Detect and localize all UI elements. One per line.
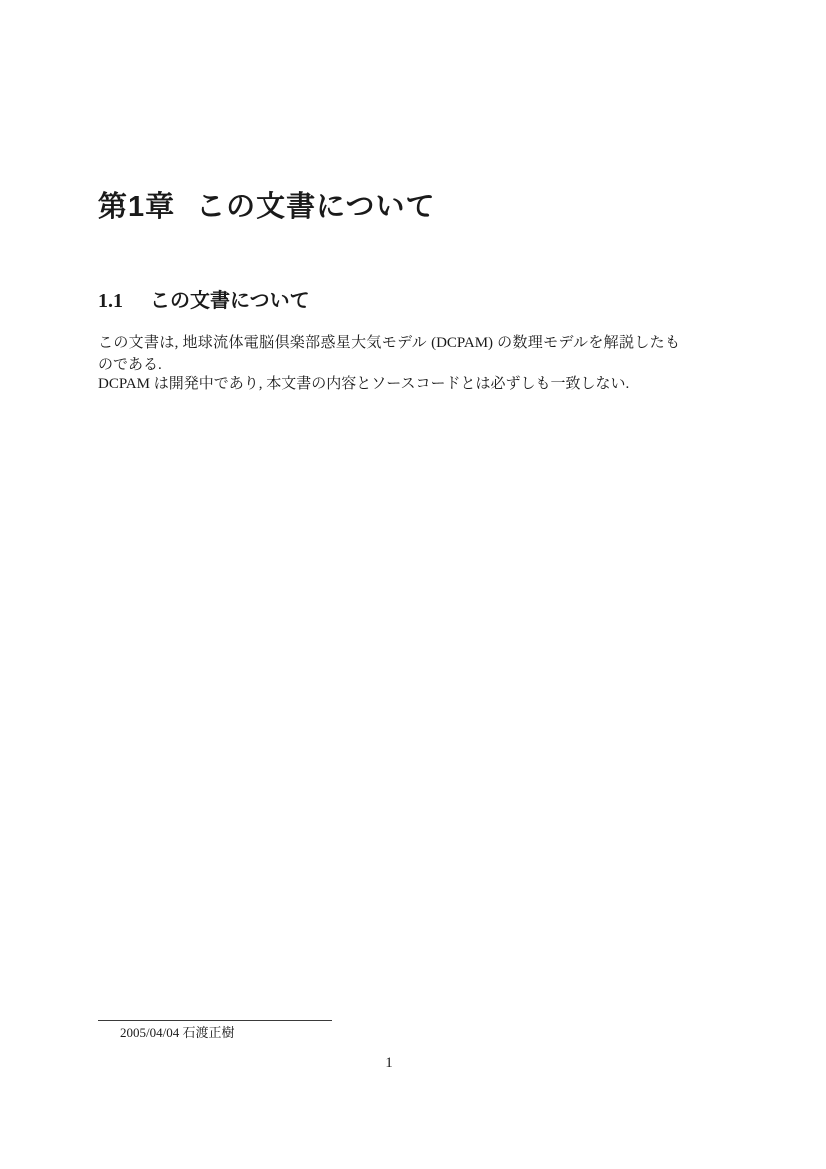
footnote-rule xyxy=(98,1020,332,1021)
chapter-heading xyxy=(98,190,436,225)
section-number: 1.1 xyxy=(98,290,123,312)
body-paragraph: この文書は, 地球流体電脳倶楽部惑星大気モデル (DCPAM) の数理モデルを解説したものである. xyxy=(98,335,680,373)
chapter-title: この文書について xyxy=(196,191,436,223)
chapter-number: 第1章 xyxy=(98,191,176,223)
footnote-text: 2005/04/04 石渡正樹 xyxy=(120,1025,235,1040)
page-number: 1 xyxy=(385,1055,393,1071)
body-paragraph: DCPAM は開発中であり, 本文書の内容とソースコードとは必ずしも一致しない. xyxy=(98,376,630,392)
section-title: この文書について xyxy=(150,290,310,312)
section-heading xyxy=(98,289,310,313)
